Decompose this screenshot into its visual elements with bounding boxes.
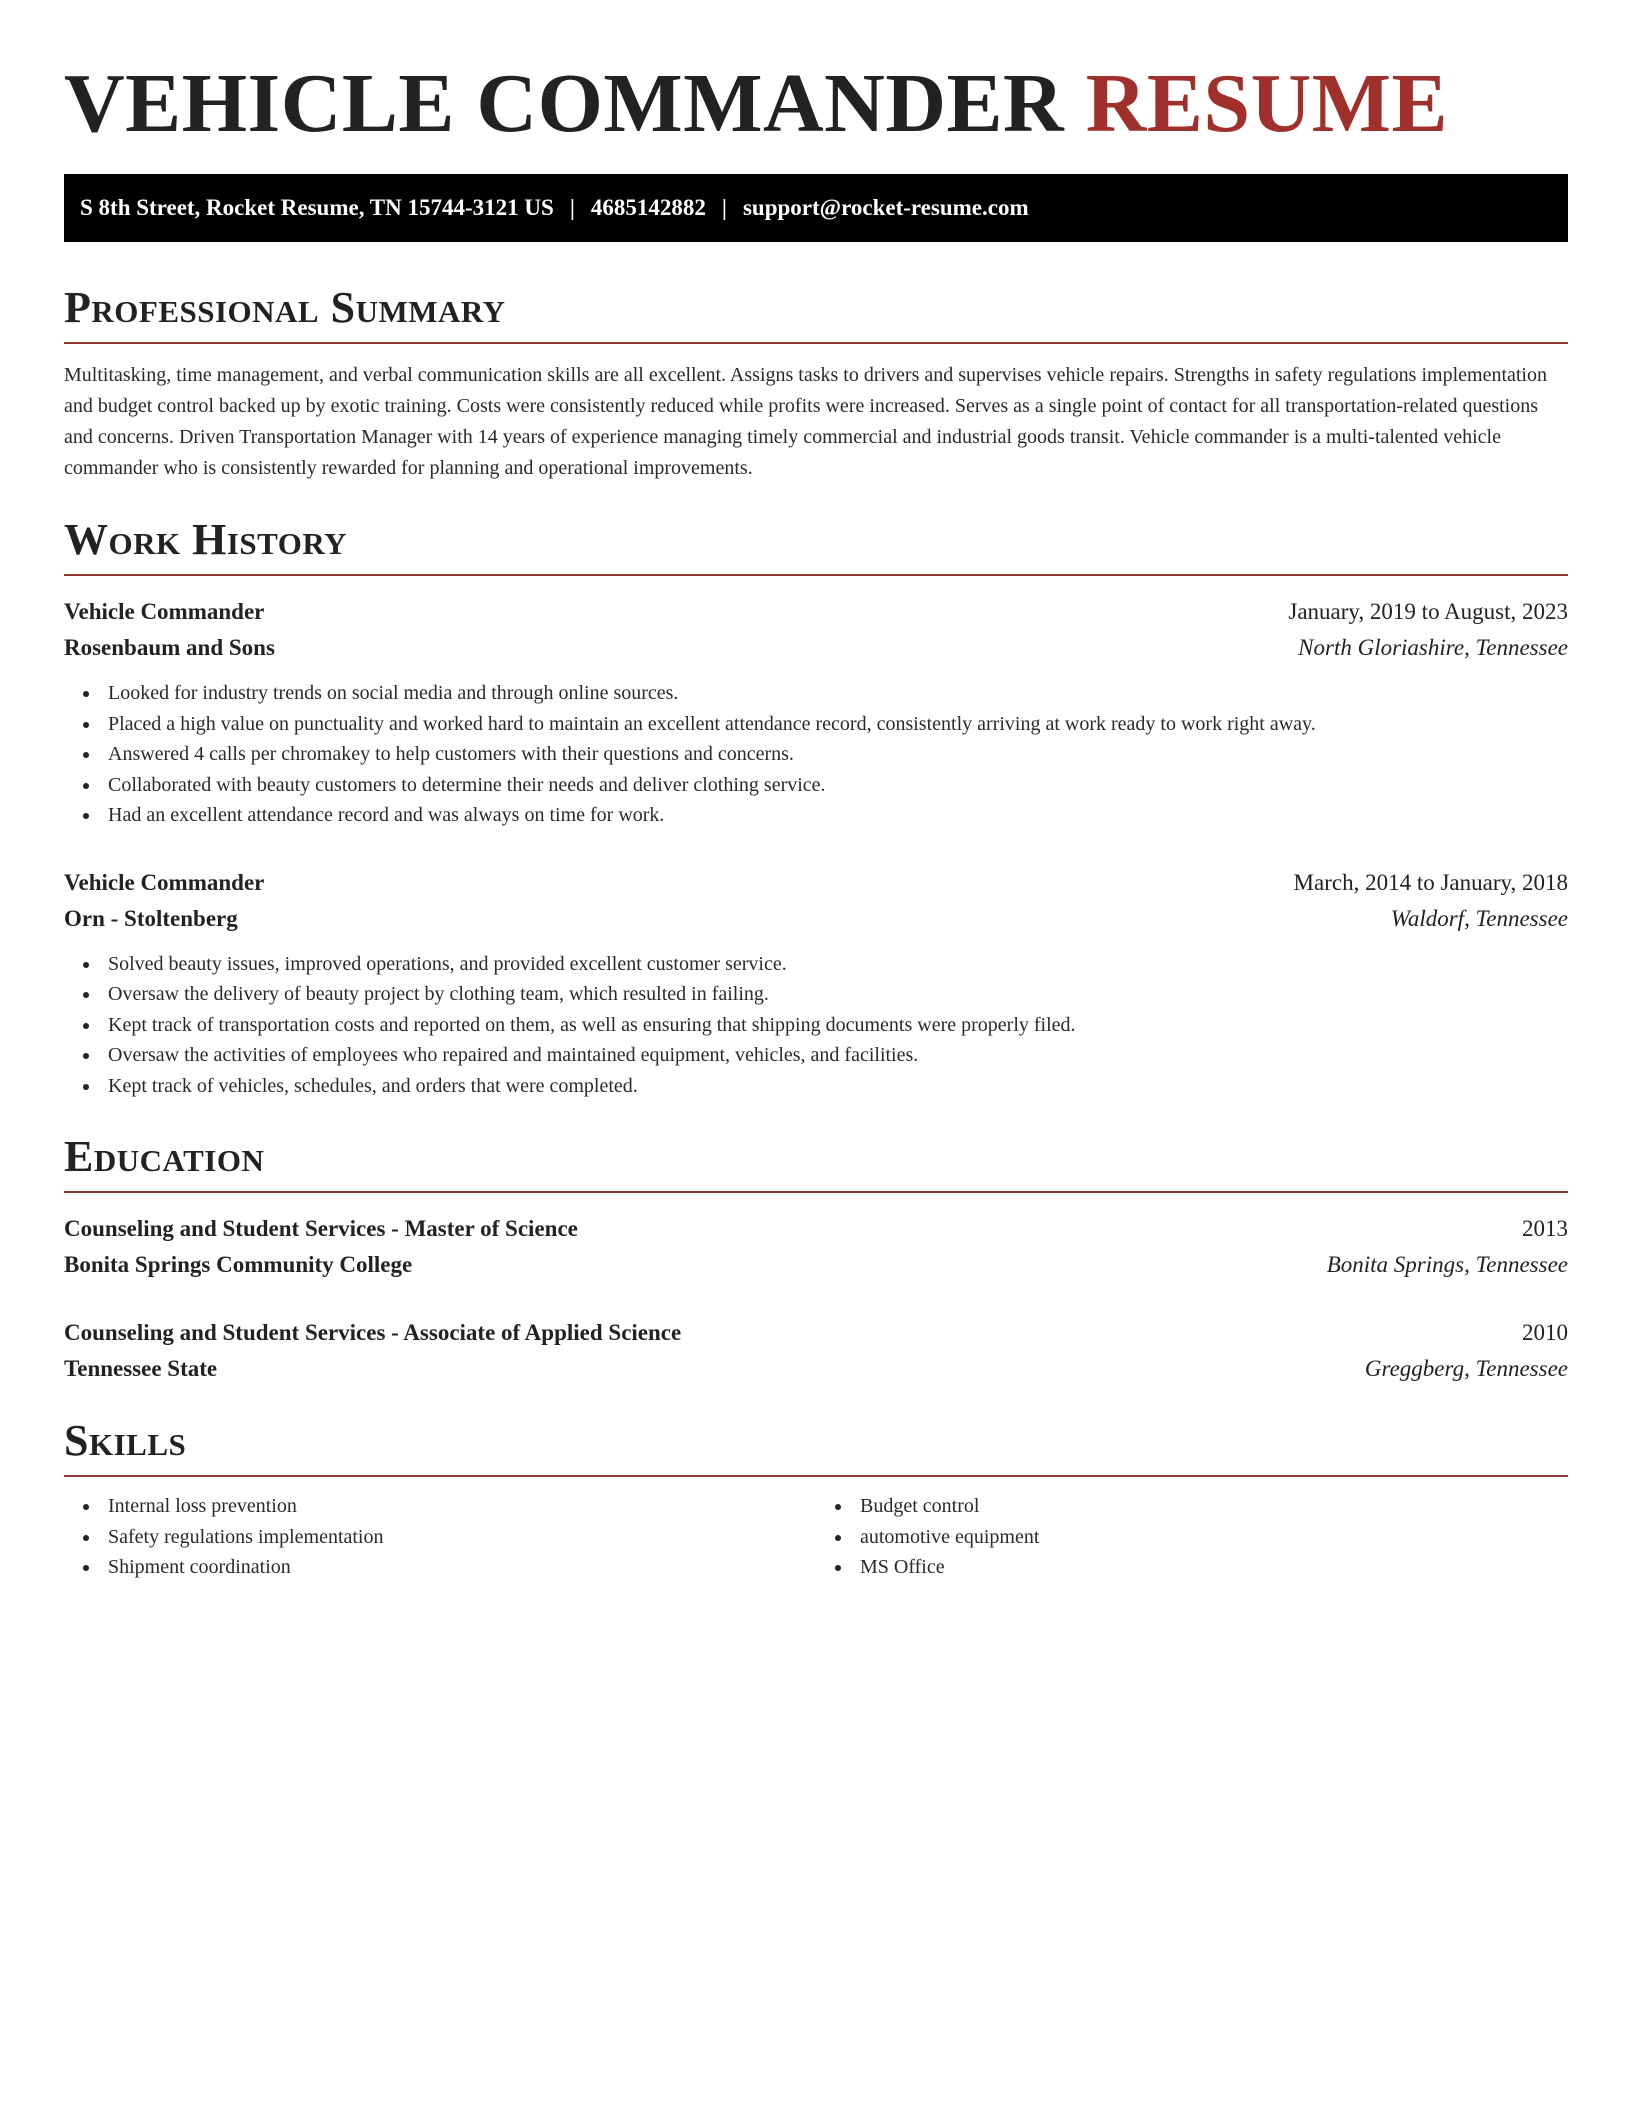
job-entry <box>64 865 1568 1102</box>
work-history-section <box>64 514 1568 1101</box>
contact-phone: 4685142882 <box>590 195 706 220</box>
list-item: Kept track of transportation costs and reported on them, as well as ensuring that shipping documents were properly filed. <box>108 1010 1568 1041</box>
list-item: MS Office <box>860 1552 1568 1583</box>
work-history-heading: Work History <box>64 515 348 564</box>
education-year: 2013 <box>1522 1216 1568 1241</box>
summary-section <box>64 282 1568 484</box>
list-item: Collaborated with beauty customers to determine their needs and deliver clothing service. <box>108 770 1568 801</box>
job-entry <box>64 594 1568 831</box>
job-company-row <box>64 630 1568 666</box>
list-item: Kept track of vehicles, schedules, and orders that were completed. <box>108 1071 1568 1102</box>
list-item: Looked for industry trends on social media and through online sources. <box>108 678 1568 709</box>
list-item: Budget control <box>860 1491 1568 1522</box>
summary-text: Multitasking, time management, and verbal communication skills are all excellent. Assigns tasks to drivers and supervises vehicle repairs. Strengths in safety regulations implementation and budget control backed up by exotic training. Costs were consistently reduced while profits were increased. Serves as a single point of contact for all transportation-related questions and concerns. Driven Transportation Manager with 14 years of experience managing timely commercial and industrial goods transit. Vehicle commander is a multi-talented vehicle commander who is consistently rewarded for planning and operational improvements. <box>64 364 1547 479</box>
contact-separator: | <box>721 195 727 220</box>
list-item: Shipment coordination <box>108 1552 816 1583</box>
summary-heading: Professional Summary <box>64 283 506 332</box>
resume-title-main: VEHICLE COMMANDER <box>64 57 1065 150</box>
job-dates: January, 2019 to August, 2023 <box>1288 599 1568 624</box>
job-company: Rosenbaum and Sons <box>64 635 275 660</box>
job-bullets <box>64 949 1568 1102</box>
skills-grid <box>64 1477 1568 1583</box>
skills-heading: Skills <box>64 1416 187 1465</box>
education-heading: Education <box>64 1132 265 1181</box>
job-company-row <box>64 901 1568 937</box>
list-item: Placed a high value on punctuality and worked hard to maintain an excellent attendance record, consistently arriving at work ready to work right away. <box>108 709 1568 740</box>
list-item: Solved beauty issues, improved operations, and provided excellent customer service. <box>108 949 1568 980</box>
job-dates: March, 2014 to January, 2018 <box>1293 869 1568 895</box>
job-company: Orn - Stoltenberg <box>64 905 238 931</box>
job-title: Vehicle Commander <box>64 869 265 895</box>
list-item: Internal loss prevention <box>108 1491 816 1522</box>
list-item: Answered 4 calls per chromakey to help customers with their questions and concerns. <box>108 739 1568 770</box>
education-school-row <box>64 1351 1568 1387</box>
education-degree: Counseling and Student Services - Master of Science <box>64 1216 578 1241</box>
education-location: Greggberg, Tennessee <box>1364 1356 1568 1381</box>
skills-section <box>64 1415 1568 1583</box>
education-school: Bonita Springs Community College <box>64 1252 413 1277</box>
skills-list-left <box>64 1491 816 1583</box>
work-history-divider <box>64 574 1568 576</box>
education-degree: Counseling and Student Services - Associate of Applied Science <box>64 1320 682 1345</box>
summary-divider <box>64 342 1568 344</box>
contact-address: S 8th Street, Rocket Resume, TN 15744-3121 US <box>80 195 554 220</box>
job-title-row <box>64 594 1568 630</box>
education-divider <box>64 1191 1568 1193</box>
education-entry <box>64 1211 1568 1283</box>
list-item: automotive equipment <box>860 1522 1568 1553</box>
list-item: Oversaw the activities of employees who repaired and maintained equipment, vehicles, and facilities. <box>108 1040 1568 1071</box>
education-degree-row <box>64 1315 1568 1351</box>
job-location: Waldorf, Tennessee <box>1390 905 1568 931</box>
education-school: Tennessee State <box>64 1356 218 1381</box>
education-section <box>64 1131 1568 1387</box>
education-school-row <box>64 1247 1568 1283</box>
list-item: Had an excellent attendance record and was always on time for work. <box>108 800 1568 831</box>
job-title-row <box>64 865 1568 901</box>
job-title: Vehicle Commander <box>64 599 265 624</box>
job-location: North Gloriashire, Tennessee <box>1298 635 1568 660</box>
contact-bar <box>64 174 1568 242</box>
education-location: Bonita Springs, Tennessee <box>1326 1252 1568 1277</box>
contact-separator: | <box>569 195 575 220</box>
resume-title-accent: RESUME <box>1085 57 1449 150</box>
list-item: Oversaw the delivery of beauty project by clothing team, which resulted in failing. <box>108 979 1568 1010</box>
education-entry <box>64 1315 1568 1387</box>
contact-email: support@rocket-resume.com <box>742 195 1029 220</box>
education-year: 2010 <box>1522 1320 1568 1345</box>
job-bullets <box>64 678 1568 831</box>
education-degree-row <box>64 1211 1568 1247</box>
skills-list-right <box>816 1491 1568 1583</box>
resume-title <box>64 0 1568 150</box>
list-item: Safety regulations implementation <box>108 1522 816 1553</box>
